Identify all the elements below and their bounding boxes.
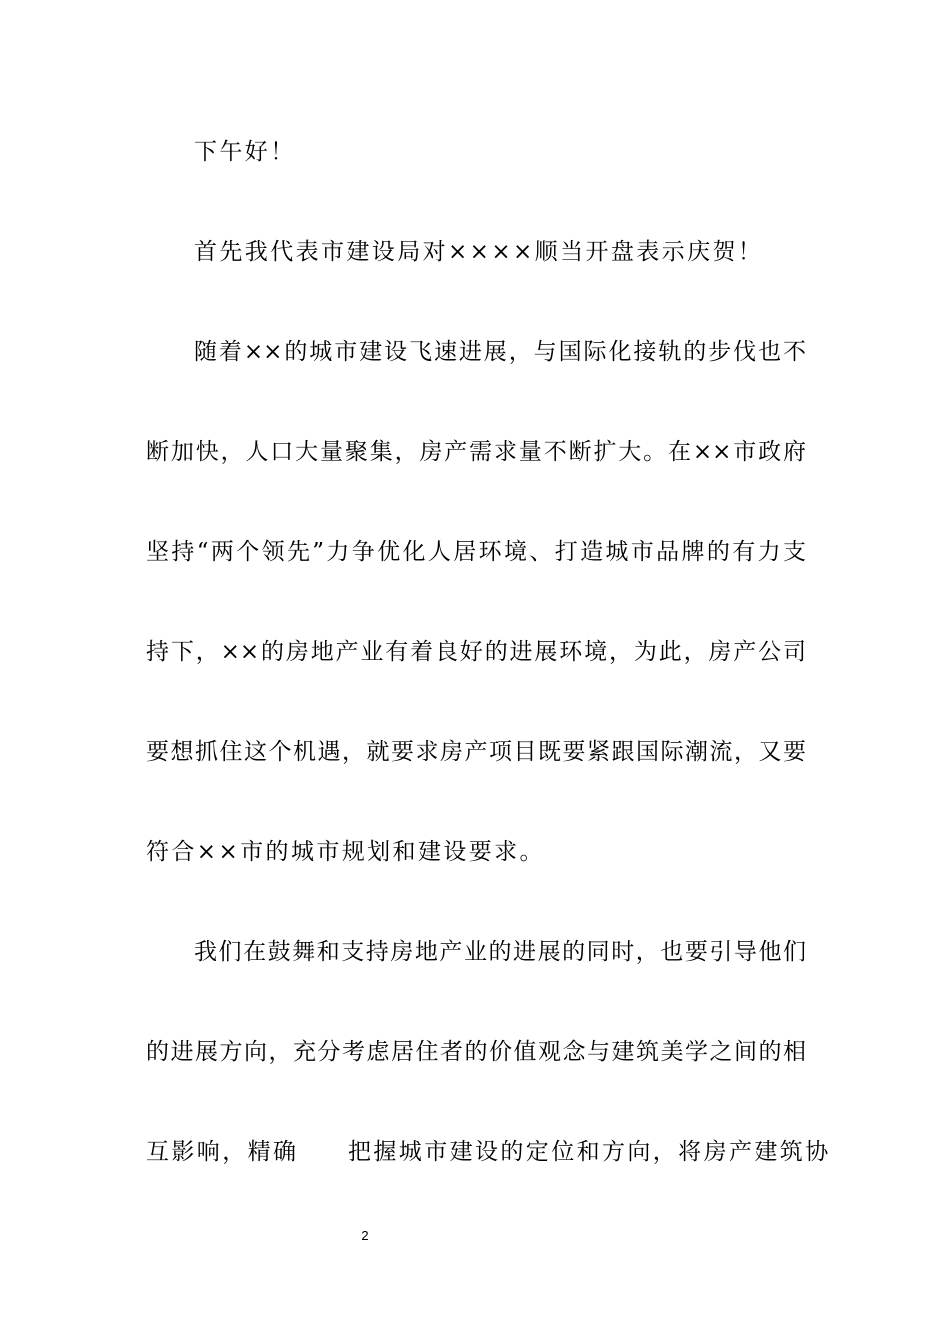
greeting-line: 下午好！ [194, 139, 296, 165]
paragraph-line: 符合××市的城市规划和建设要求。 [146, 839, 545, 865]
line-segment-right: 把握城市建设的定位和方向，将房产建筑协 [348, 1139, 831, 1165]
paragraph-line: 持下，××的房地产业有着良好的进展环境，为此，房产公司 [146, 639, 806, 665]
paragraph-line: 我们在鼓舞和支持房地产业的进展的同时，也要引导他们 [194, 939, 806, 965]
paragraph-line [146, 1137, 831, 1167]
paragraph-line: 要想抓住这个机遇，就要求房产项目既要紧跟国际潮流，又要 [146, 739, 806, 765]
paragraph-line: 断加快，人口大量聚集，房产需求量不断扩大。在××市政府 [146, 439, 806, 465]
line-segment-left: 互影响，精确 [146, 1139, 299, 1165]
page-number: 2 [361, 1228, 369, 1243]
paragraph-line: 的进展方向，充分考虑居住者的价值观念与建筑美学之间的相 [146, 1039, 806, 1065]
paragraph-line: 随着××的城市建设飞速进展，与国际化接轨的步伐也不 [194, 339, 806, 365]
paragraph-line: 首先我代表市建设局对××××顺当开盘表示庆贺！ [194, 239, 764, 265]
paragraph-line: 坚持“两个领先”力争优化人居环境、打造城市品牌的有力支 [146, 539, 806, 565]
